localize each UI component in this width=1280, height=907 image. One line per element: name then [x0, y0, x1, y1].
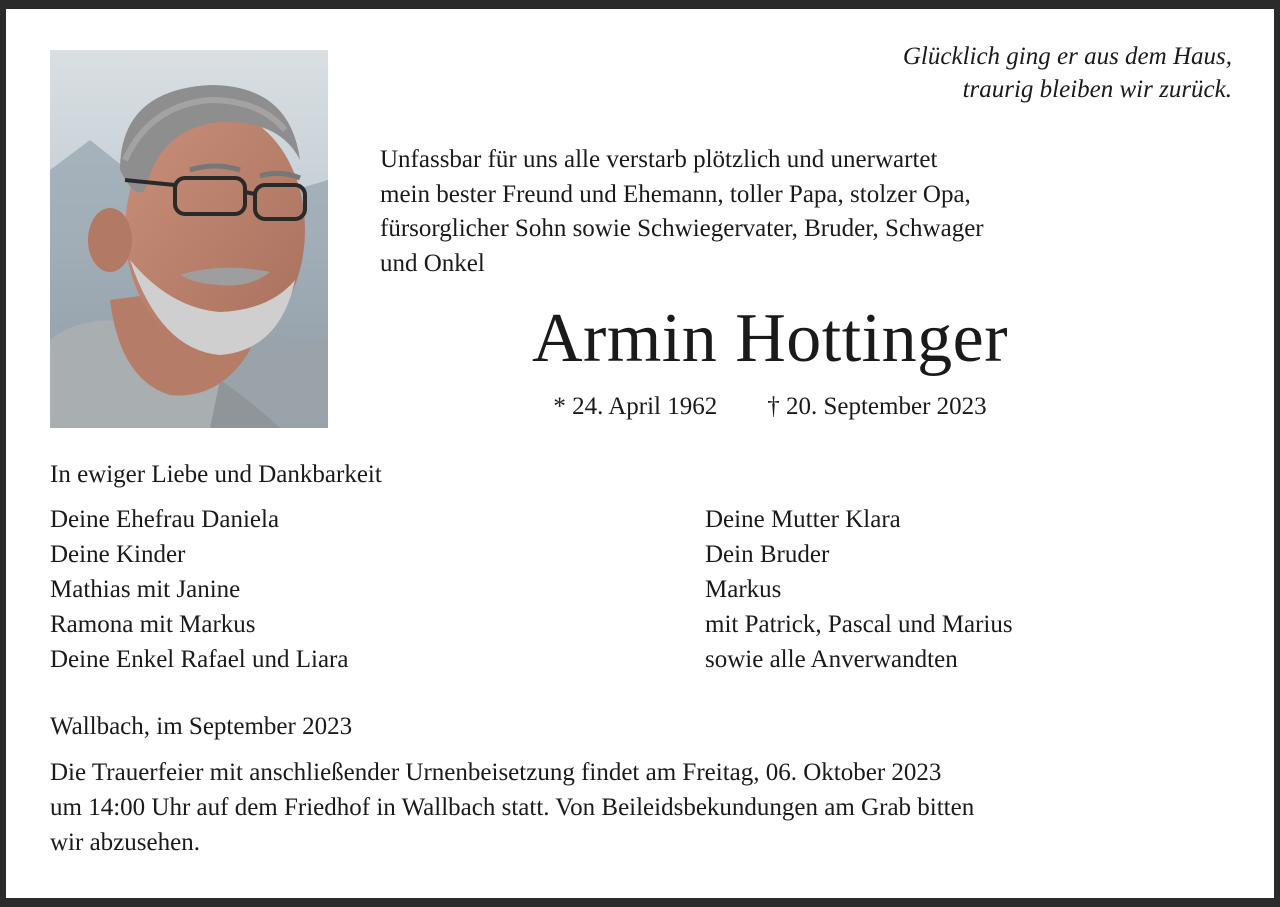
mourner-line: Deine Enkel Rafael und Liara — [50, 646, 349, 673]
place-and-date: Wallbach, im September 2023 — [50, 713, 353, 740]
mourner-line: Deine Mutter Klara — [705, 506, 901, 533]
notice-line: Die Trauerfeier mit anschließender Urnenbeisetzung findet am Freitag, 06. Oktober 2023 — [50, 759, 942, 786]
mourner-line: Dein Bruder — [705, 541, 830, 568]
intro-text — [380, 143, 1200, 281]
funeral-notice — [50, 755, 1240, 860]
death-date: † 20. September 2023 — [767, 393, 987, 420]
mourner-line: Deine Ehefrau Daniela — [50, 506, 280, 533]
portrait-photo — [50, 50, 328, 428]
mourner-line: Ramona mit Markus — [50, 611, 256, 638]
motto-quote — [903, 40, 1232, 106]
mourner-line: Mathias mit Janine — [50, 576, 241, 603]
dedication-text: In ewiger Liebe und Dankbarkeit — [50, 461, 382, 488]
mourners-right-column — [705, 502, 1013, 677]
mourner-line: mit Patrick, Pascal und Marius — [705, 611, 1013, 638]
intro-line: Unfassbar für uns alle verstarb plötzlich und unerwartet — [380, 146, 938, 173]
life-dates — [380, 390, 1160, 424]
portrait-illustration — [50, 50, 328, 428]
mourners-left-column — [50, 502, 348, 677]
deceased-name: Armin Hottinger — [531, 300, 1009, 377]
mourner-line: sowie alle Anverwandten — [705, 646, 958, 673]
motto-line: traurig bleiben wir zurück. — [962, 76, 1232, 103]
birth-date: * 24. April 1962 — [553, 393, 718, 420]
intro-line: und Onkel — [380, 249, 485, 277]
mourner-line: Deine Kinder — [50, 541, 186, 568]
motto-line: Glücklich ging er aus dem Haus, — [902, 43, 1232, 70]
mourner-line: Markus — [705, 576, 782, 603]
intro-line: fürsorglicher Sohn sowie Schwiegervater, Bruder, Schwager — [380, 215, 984, 242]
notice-line: wir abzusehen. — [50, 829, 200, 856]
notice-line: um 14:00 Uhr auf dem Friedhof in Wallbach statt. Von Beileidsbekundungen am Grab bitten — [50, 794, 975, 821]
intro-line: mein bester Freund und Ehemann, toller Papa, stolzer Opa, — [380, 180, 971, 208]
